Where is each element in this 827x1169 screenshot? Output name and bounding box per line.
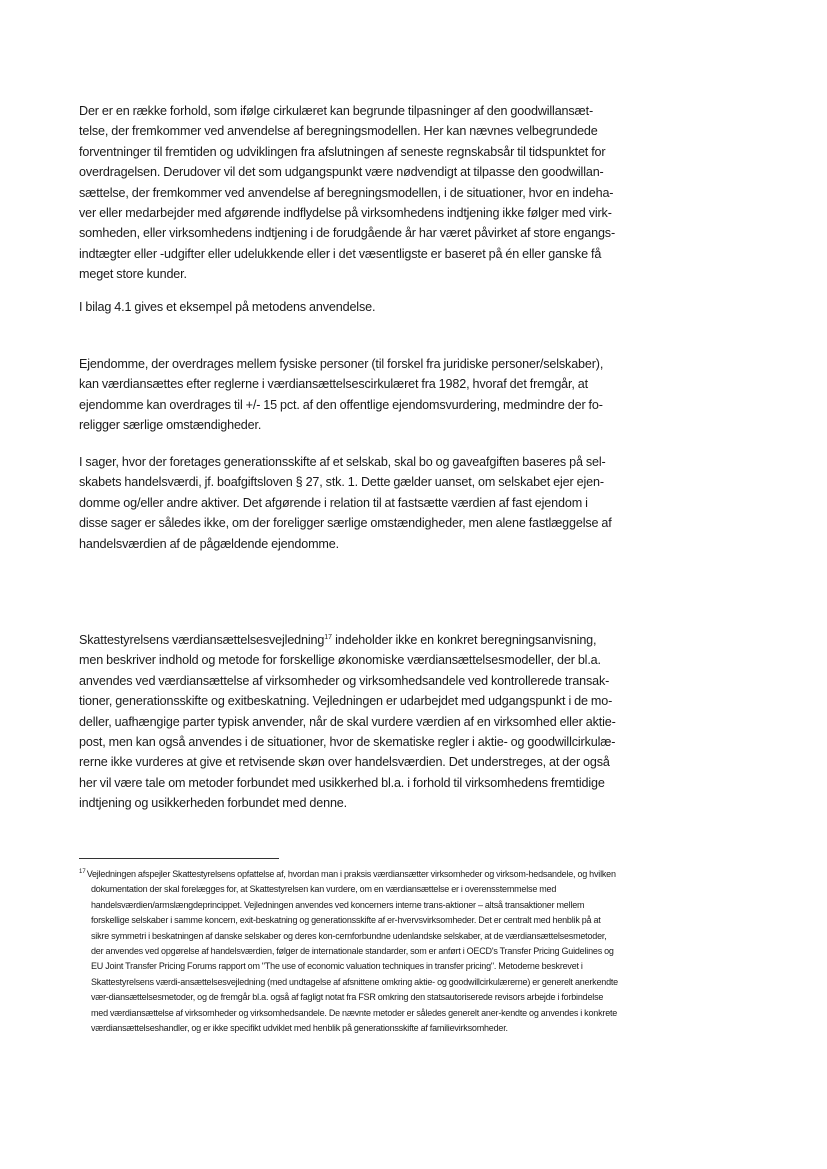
paragraph-valuation-guidance-start: Skattestyrelsens værdiansættelsesvejledning [79,633,325,647]
paragraph-goodwill-adjustments: Der er en række forhold, som ifølge cirkulæret kan begrunde tilpasninger af den goodwillansæt-telse, der fremkommer ved anvendelse af beregningsmodellen. Her kan nævnes velbegrundede forventninger til fremtiden og udviklingen fra afslutningen af seneste regnskabsår til tidspunktet for overdragelsen. Derudover vil det som udgangspunkt være nødvendigt at tilpasse den goodwillan-sættelse, der fremkommer ved anvendelse af beregningsmodellen, i de situationer, hvor en indeha-ver eller medarbejder med afgørende indflydelse på virksomhedens indtjening ikke følger med virk-somheden, eller virksomhedens indtjening i de forudgående år har været påvirket af store engangs-indtægter eller -udgifter eller udelukkende eller i det væsentligste er baseret på én eller ganske få meget store kunder. [79,104,615,282]
paragraph-valuation-guidance-rest: indeholder ikke en konkret beregningsanvisning, men beskriver indhold og metode for forskellige økonomiske værdiansættelsesmodeller, der bl.a. anvendes ved værdiansættelse af virksomheder og virksomhedsandele ved kontrollerede transak-tioner, generationsskifte og exitbeskatning. Vejledningen er udarbejdet med udgangspunkt i de mo-deller, uafhængige parter typisk anvender, når de skal vurdere værdien af en virksomhed eller aktie-post, men kan også anvendes i de situationer, hvor de skematiske regler i aktie- og goodwillcirkulæ-rerne ikke vurderes at give et retvisende skøn over handelsværdien. Det understreges, at der også her vil være tale om metoder forbundet med usikkerhed bl.a. i forhold til virksomhedens fremtidige indtjening og usikkerheden forbundet med denne. [79,633,616,811]
paragraph-generation-shift: I sager, hvor der foretages generationsskifte af et selskab, skal bo og gaveafgiften baseres på sel-skabets handelsværdi, jf. boafgiftsloven § 27, stk. 1. Dette gælder uanset, om selskabet ejer ejen-domme og/eller andre aktiver. Det afgørende i relation til at fastsætte værdien af fast ejendom i disse sager er således ikke, om der foreligger særlige omstændigheder, men alene fastlæggelse af handelsværdien af de pågældende ejendomme. [79,455,612,551]
footnote-text: Vejledningen afspejler Skattestyrelsens opfattelse af, hvordan man i praksis værdiansætter virksomheder og virksom-hedsandele, og hvilken dokumentation der skal forelægges for, at Skattestyrelsen kan vurdere, om en værdiansættelse er i overensstemmelse med handelsværdien/armslængdeprincippet. Vejledningen anvendes ved koncerners interne trans-aktioner – altså transaktioner mellem forskellige selskaber i samme koncern, exit-beskatning og generationsskifte af er-hvervsvirksomheder. Det er centralt med henblik på at sikre symmetri i beskatningen af danske selskaber og deres kon-cernforbundne udenlandske selskaber, at de værdiansættelsesmetoder, der anvendes ved opgørelse af handelsværdien, følger de internationale standarder, som er anført i OECD's Transfer Pricing Guidelines og EU Joint Transfer Pricing Forums rapport om "The use of economic valuation techniques in transfer pricing". Metoderne beskrevet i Skattestyrelsens værdi-ansættelsesvejledning (med undtagelse af afsnittene omkring aktie- og goodwillcirkulærerne) er generelt anerkendte vær-diansættelsesmetoder, og de fremgår bl.a. også af fagligt notat fra FSR omkring den statsautoriserede revisors arbejde i forbindelse med værdiansættelse af virksomheder og virksomhedsandele. De nævnte metoder er således generelt aner-kendte og anvendes i konkrete værdiansættelseshandler, og er ikke specifikt udviklet med henblik på generationsskifte af familievirksomheder. [86,869,618,1034]
paragraph-valuation-guidance [79,630,619,814]
footnote [79,867,619,1036]
footnote-reference[interactable]: 17 [324,634,333,641]
paragraph-appendix-reference: I bilag 4.1 gives et eksempel på metodens anvendelse. [79,300,376,314]
paragraph-property-valuation: Ejendomme, der overdrages mellem fysiske personer (til forskel fra juridiske personer/selskaber), kan værdiansættes efter reglerne i værdiansættelsescirkulæret fra 1982, hvoraf det fremgår, at ejendomme kan overdrages til +/- 15 pct. af den offentlige ejendomsvurdering, medmindre der fo-religger særlige omstændigheder. [79,357,604,433]
footnote-divider [79,858,279,859]
footnote-number: 17 [79,869,86,875]
